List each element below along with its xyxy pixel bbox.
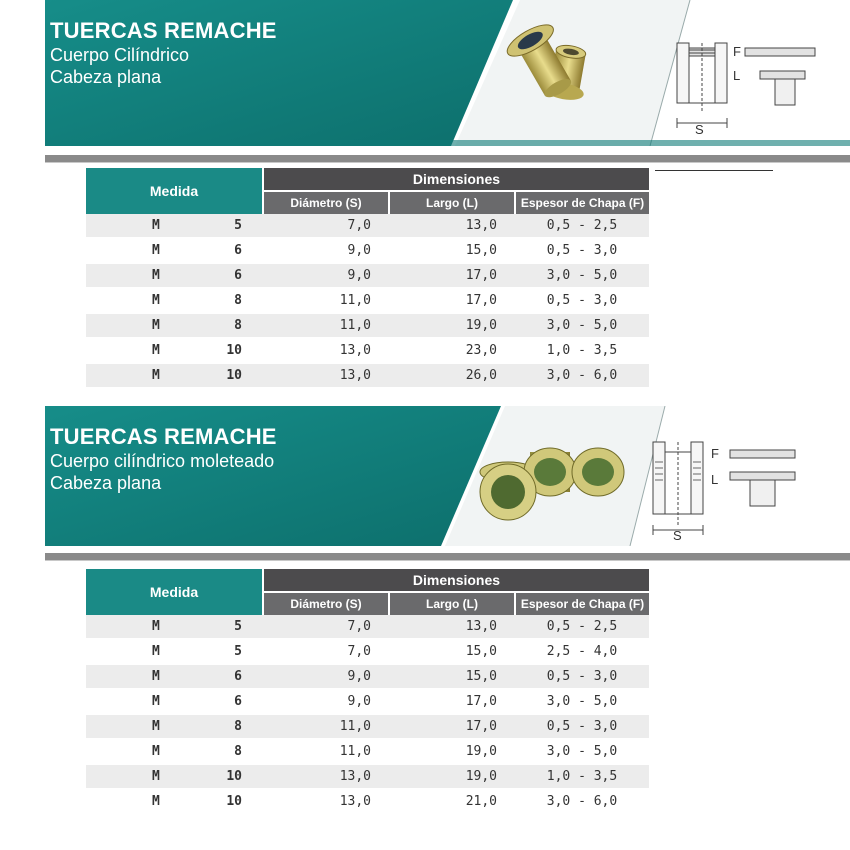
table-row: [86, 764, 649, 789]
section-subtitle-body: Cuerpo cilíndrico moleteado: [50, 451, 275, 471]
header-espesor: Espesor de Chapa (F): [515, 191, 649, 214]
cell-largo: [389, 288, 515, 313]
cell-espesor: 0,5 - 3,0: [515, 238, 649, 263]
table-row: [86, 238, 649, 263]
cell-medida-size: 8: [234, 719, 242, 734]
rivet-nut-photo: [450, 18, 620, 128]
cell-diametro-value: 13,0: [339, 769, 371, 784]
table-body: [86, 615, 649, 814]
cell-medida-prefix: M: [152, 669, 160, 684]
diagram-label-s: S: [673, 528, 682, 542]
header-diametro: Diámetro (S): [263, 592, 389, 615]
cell-diametro-value: 13,0: [339, 343, 371, 358]
cell-diametro: [263, 639, 389, 664]
header-medida: Medida: [86, 569, 263, 615]
diagram-label-s: S: [695, 122, 704, 137]
cell-diametro-value: 7,0: [347, 619, 371, 634]
cell-largo: [389, 615, 515, 639]
cell-diametro: [263, 214, 389, 238]
cell-largo-value: 17,0: [465, 694, 497, 709]
cell-largo-value: 15,0: [465, 669, 497, 684]
table-row: [86, 263, 649, 288]
cell-medida-prefix: M: [152, 368, 160, 383]
cell-espesor: 2,5 - 4,0: [515, 639, 649, 664]
cell-largo: [389, 639, 515, 664]
table-row: [86, 639, 649, 664]
cell-diametro-value: 9,0: [347, 669, 371, 684]
cell-medida: [86, 238, 263, 263]
title-block: [50, 424, 277, 494]
cell-diametro-value: 9,0: [347, 268, 371, 283]
cell-largo-value: 21,0: [465, 794, 497, 809]
cell-diametro-value: 13,0: [339, 794, 371, 809]
section-cuerpo-moleteado: [0, 402, 850, 850]
table-row: [86, 789, 649, 814]
diagram-label-f: F: [733, 44, 741, 59]
cell-espesor: 0,5 - 3,0: [515, 714, 649, 739]
cell-medida: [86, 764, 263, 789]
cell-medida-prefix: M: [152, 769, 160, 784]
cell-diametro: [263, 338, 389, 363]
cell-largo: [389, 238, 515, 263]
cell-medida: [86, 664, 263, 689]
cell-medida-prefix: M: [152, 744, 160, 759]
cell-medida: [86, 714, 263, 739]
cell-medida-size: 10: [226, 368, 242, 383]
cell-medida-size: 6: [234, 243, 242, 258]
cell-diametro: [263, 689, 389, 714]
cell-espesor: 1,0 - 3,5: [515, 764, 649, 789]
knurled-rivet-nut-section-diagram: [605, 432, 815, 542]
cell-diametro: [263, 288, 389, 313]
table-row: [86, 739, 649, 764]
cell-largo: [389, 739, 515, 764]
cell-largo: [389, 664, 515, 689]
rivet-nut-section-diagram: [625, 38, 825, 138]
cell-medida-prefix: M: [152, 794, 160, 809]
cell-espesor: 0,5 - 2,5: [515, 214, 649, 238]
header-dimensiones: Dimensiones: [263, 569, 649, 592]
cell-medida: [86, 214, 263, 238]
cell-diametro: [263, 714, 389, 739]
cell-medida: [86, 288, 263, 313]
cell-largo: [389, 764, 515, 789]
cell-medida-prefix: M: [152, 343, 160, 358]
table-row: [86, 689, 649, 714]
header-largo: Largo (L): [389, 592, 515, 615]
cell-largo-value: 13,0: [465, 619, 497, 634]
cell-medida: [86, 263, 263, 288]
cell-medida-size: 5: [234, 619, 242, 634]
cell-diametro: [263, 313, 389, 338]
cell-largo: [389, 338, 515, 363]
section-cuerpo-cilindrico: [0, 0, 850, 402]
cell-largo: [389, 214, 515, 238]
cell-medida-size: 10: [226, 343, 242, 358]
cell-diametro-value: 11,0: [339, 293, 371, 308]
cell-largo-value: 15,0: [465, 243, 497, 258]
cell-largo-value: 19,0: [465, 769, 497, 784]
table-row: [86, 615, 649, 639]
knurled-rivet-nut-photo: [430, 432, 630, 532]
cell-medida-size: 10: [226, 769, 242, 784]
cell-medida-size: 10: [226, 794, 242, 809]
cell-medida-prefix: M: [152, 218, 160, 233]
cell-diametro: [263, 739, 389, 764]
cell-diametro: [263, 363, 389, 388]
section-subtitle-head: Cabeza plana: [50, 67, 162, 87]
cell-diametro-value: 9,0: [347, 243, 371, 258]
cell-medida-prefix: M: [152, 694, 160, 709]
cell-diametro: [263, 263, 389, 288]
section-title: TUERCAS REMACHE: [50, 18, 277, 43]
cell-medida-size: 6: [234, 268, 242, 283]
cell-medida: [86, 338, 263, 363]
cell-largo-value: 19,0: [465, 744, 497, 759]
cell-medida-prefix: M: [152, 293, 160, 308]
table-row: [86, 214, 649, 238]
cell-largo-value: 17,0: [465, 719, 497, 734]
cell-largo-value: 26,0: [465, 368, 497, 383]
cell-medida-size: 6: [234, 694, 242, 709]
table-row: [86, 363, 649, 388]
header-largo: Largo (L): [389, 191, 515, 214]
cell-espesor: 3,0 - 5,0: [515, 689, 649, 714]
cell-espesor: 3,0 - 5,0: [515, 263, 649, 288]
cell-medida-prefix: M: [152, 243, 160, 258]
cell-largo: [389, 313, 515, 338]
cell-diametro-value: 13,0: [339, 368, 371, 383]
diagram-label-f: F: [711, 446, 719, 461]
cell-espesor: 0,5 - 3,0: [515, 664, 649, 689]
spec-table: [86, 569, 649, 815]
cell-espesor: 0,5 - 3,0: [515, 288, 649, 313]
cell-largo-value: 17,0: [465, 268, 497, 283]
cell-largo: [389, 263, 515, 288]
table-row: [86, 714, 649, 739]
header-dimensiones: Dimensiones: [263, 168, 649, 191]
cell-medida: [86, 363, 263, 388]
cell-largo-value: 15,0: [465, 644, 497, 659]
cell-diametro: [263, 615, 389, 639]
cell-medida: [86, 689, 263, 714]
cell-diametro: [263, 238, 389, 263]
spec-table: [86, 168, 649, 389]
cell-largo: [389, 689, 515, 714]
cell-diametro-value: 11,0: [339, 318, 371, 333]
cell-medida-size: 5: [234, 644, 242, 659]
divider-line: [655, 170, 773, 171]
table-row: [86, 288, 649, 313]
cell-largo-value: 17,0: [465, 293, 497, 308]
cell-espesor: 1,0 - 3,5: [515, 338, 649, 363]
table-row: [86, 313, 649, 338]
cell-largo-value: 13,0: [465, 218, 497, 233]
cell-medida-size: 8: [234, 293, 242, 308]
cell-medida-size: 8: [234, 744, 242, 759]
cell-medida-prefix: M: [152, 268, 160, 283]
cell-medida-size: 6: [234, 669, 242, 684]
cell-medida: [86, 615, 263, 639]
cell-espesor: 3,0 - 6,0: [515, 363, 649, 388]
cell-diametro: [263, 789, 389, 814]
table-body: [86, 214, 649, 388]
diagram-label-l: L: [711, 472, 719, 487]
table-row: [86, 338, 649, 363]
cell-largo: [389, 363, 515, 388]
cell-largo-value: 23,0: [465, 343, 497, 358]
table-row: [86, 664, 649, 689]
cell-diametro-value: 9,0: [347, 694, 371, 709]
cell-largo: [389, 714, 515, 739]
cell-medida: [86, 739, 263, 764]
cell-espesor: 3,0 - 6,0: [515, 789, 649, 814]
cell-medida-prefix: M: [152, 644, 160, 659]
cell-diametro: [263, 664, 389, 689]
title-block: [50, 18, 277, 88]
cell-espesor: 3,0 - 5,0: [515, 739, 649, 764]
cell-diametro: [263, 764, 389, 789]
cell-medida: [86, 639, 263, 664]
cell-diametro-value: 11,0: [339, 719, 371, 734]
cell-diametro-value: 7,0: [347, 644, 371, 659]
cell-diametro-value: 7,0: [347, 218, 371, 233]
header-medida: Medida: [86, 168, 263, 214]
header-espesor: Espesor de Chapa (F): [515, 592, 649, 615]
diagram-label-l: L: [733, 68, 741, 83]
cell-medida-prefix: M: [152, 619, 160, 634]
cell-largo-value: 19,0: [465, 318, 497, 333]
cell-espesor: 0,5 - 2,5: [515, 615, 649, 639]
section-subtitle-body: Cuerpo Cilíndrico: [50, 45, 190, 65]
cell-medida-size: 5: [234, 218, 242, 233]
cell-largo: [389, 789, 515, 814]
cell-medida-prefix: M: [152, 719, 160, 734]
section-subtitle-head: Cabeza plana: [50, 473, 162, 493]
section-divider: [45, 155, 850, 163]
cell-medida: [86, 313, 263, 338]
cell-diametro-value: 11,0: [339, 744, 371, 759]
cell-medida-prefix: M: [152, 318, 160, 333]
section-title: TUERCAS REMACHE: [50, 424, 277, 449]
section-divider: [45, 553, 850, 561]
header-diametro: Diámetro (S): [263, 191, 389, 214]
cell-espesor: 3,0 - 5,0: [515, 313, 649, 338]
cell-medida: [86, 789, 263, 814]
cell-medida-size: 8: [234, 318, 242, 333]
